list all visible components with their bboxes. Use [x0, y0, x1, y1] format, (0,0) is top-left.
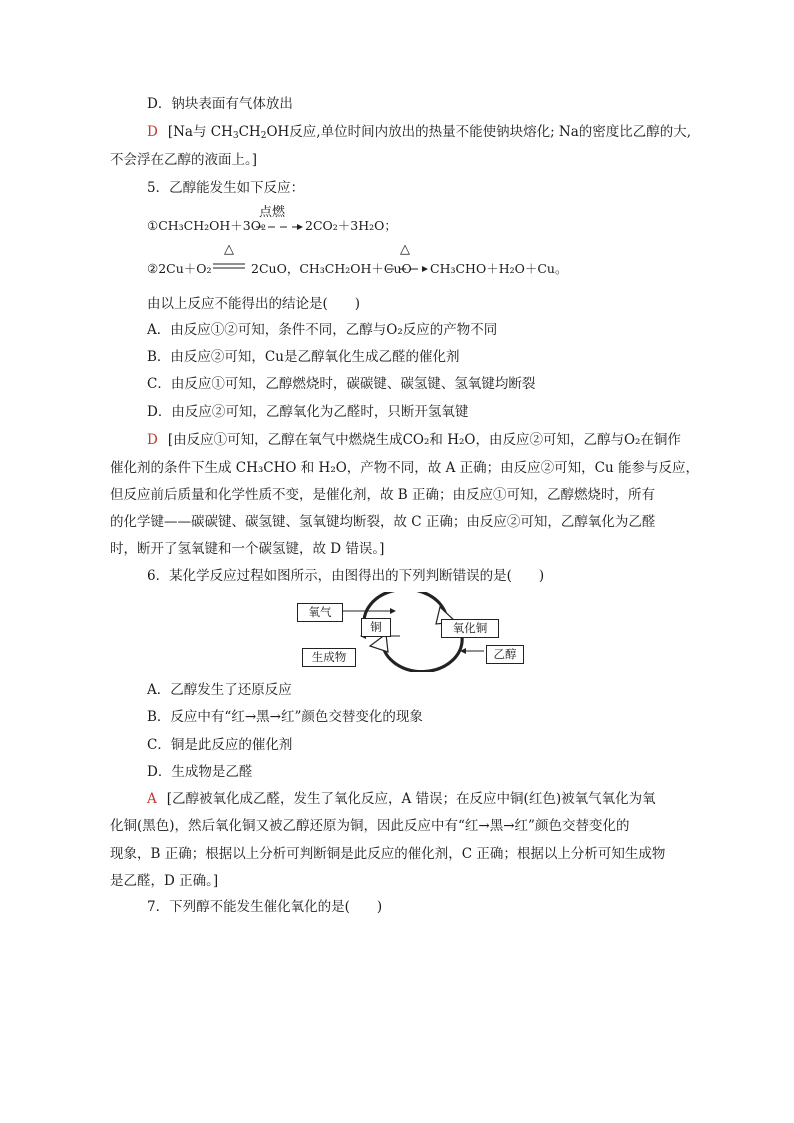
- reaction-2-condition: △: [224, 242, 234, 257]
- q6-option-c: C．铜是此反应的催化剂: [147, 737, 293, 753]
- q5-explanation-line-2: 催化剂的条件下生成 CH₃CHO 和 H₂O，产物不同，故 A 正确；由反应②可知，Cu 能参与反应，: [110, 460, 699, 476]
- q5-prompt: 由以上反应不能得出的结论是( ): [147, 296, 361, 312]
- q6-stem: 6．某化学反应过程如图所示，由图得出的下列判断错误的是( ): [147, 568, 545, 584]
- reaction-1-left: ①CH₃CH₂OH＋3O₂: [147, 218, 267, 233]
- q5-option-b: B．由反应②可知，Cu是乙醇氧化生成乙醛的催化剂: [147, 349, 460, 365]
- reaction-1-right: 2CO₂＋3H₂O；: [305, 218, 397, 233]
- q6-option-d: D．生成物是乙醛: [147, 764, 253, 780]
- q4-answer: D: [147, 124, 158, 140]
- q4-explanation-line-1: D [Na与 $CH_3CH_2OH$反应,单位时间内放出的热量不能使钠块熔化; Na的密度比乙醇的大,: [147, 124, 692, 141]
- q6-option-b: B．反应中有“红→黑→红”颜色交替变化的现象: [147, 709, 423, 725]
- q6-answer: A: [147, 791, 157, 807]
- diagram-product-box: 生成物: [302, 648, 356, 667]
- reaction-2-right: CH₃CHO＋H₂O＋Cu。: [430, 261, 568, 276]
- reaction-1-condition: 点燃: [259, 205, 286, 220]
- q5-option-a: A．由反应①②可知，条件不同，乙醇与O₂反应的产物不同: [147, 322, 498, 338]
- q6-explanation-line-4: 是乙醛，D 正确。]: [110, 873, 219, 889]
- q4-explanation-line-2: 不会浮在乙醇的液面上。]: [110, 152, 258, 168]
- diagram-ethanol-box: 乙醇: [486, 645, 524, 664]
- reaction-2-middle: 2CuO，CH₃CH₂OH＋CuO: [251, 261, 412, 276]
- q5-explanation-line-3: 但反应前后质量和化学性质不变，是催化剂，故 B 正确；由反应①可知，乙醇燃烧时，所有: [110, 487, 656, 503]
- q5-option-c: C．由反应①可知，乙醇燃烧时，碳碳键、碳氢键、氢氧键均断裂: [147, 376, 536, 392]
- q5-explanation-line-5: 时，断开了氢氧键和一个碳氢键，故 D 错误。]: [110, 541, 385, 557]
- q7-stem: 7．下列醇不能发生催化氧化的是( ): [147, 899, 383, 915]
- q6-option-a: A．乙醇发生了还原反应: [147, 682, 292, 698]
- q6-explanation-line-3: 现象，B 正确；根据以上分析可判断铜是此反应的催化剂，C 正确；根据以上分析可知生成物: [110, 846, 666, 862]
- q4-option-d: D．钠块表面有气体放出: [147, 96, 293, 112]
- q5-option-d: D．由反应②可知，乙醇氧化为乙醛时，只断开氢氧键: [147, 404, 469, 420]
- diagram-oxygen-box: 氧气: [297, 603, 343, 622]
- reaction-2-left: ②2Cu＋O₂: [147, 261, 212, 276]
- reaction-2-equals-sign: [213, 261, 247, 271]
- q5-explanation-line-1: D [由反应①可知，乙醇在氧气中燃烧生成CO₂和 H₂O，由反应②可知，乙醇与O₂在铜作: [147, 432, 681, 448]
- diagram-copper-box: 铜: [361, 618, 391, 637]
- diagram-copper-oxide-box: 氧化铜: [441, 619, 499, 638]
- q6-explanation-line-2: 化铜(黑色)，然后氧化铜又被乙醇还原为铜，因此反应中有“红→黑→红”颜色交替变化的: [110, 818, 630, 834]
- q5-explanation-line-4: 的化学键——碳碳键、碳氢键、氢氧键均断裂，故 C 正确；由反应②可知，乙醇氧化为乙醛: [110, 514, 656, 530]
- reaction-1-dashed-arrow: [255, 222, 305, 232]
- q5-answer: D: [147, 432, 158, 448]
- q6-explanation-line-1: A [乙醇被氧化成乙醛，发生了氧化反应，A 错误；在反应中铜(红色)被氧气氧化为氧: [147, 791, 656, 807]
- q5-stem: 5．乙醇能发生如下反应：: [147, 180, 305, 196]
- reaction-2-condition-2: △: [400, 242, 410, 257]
- reaction-2-dashed-arrow: [386, 264, 430, 274]
